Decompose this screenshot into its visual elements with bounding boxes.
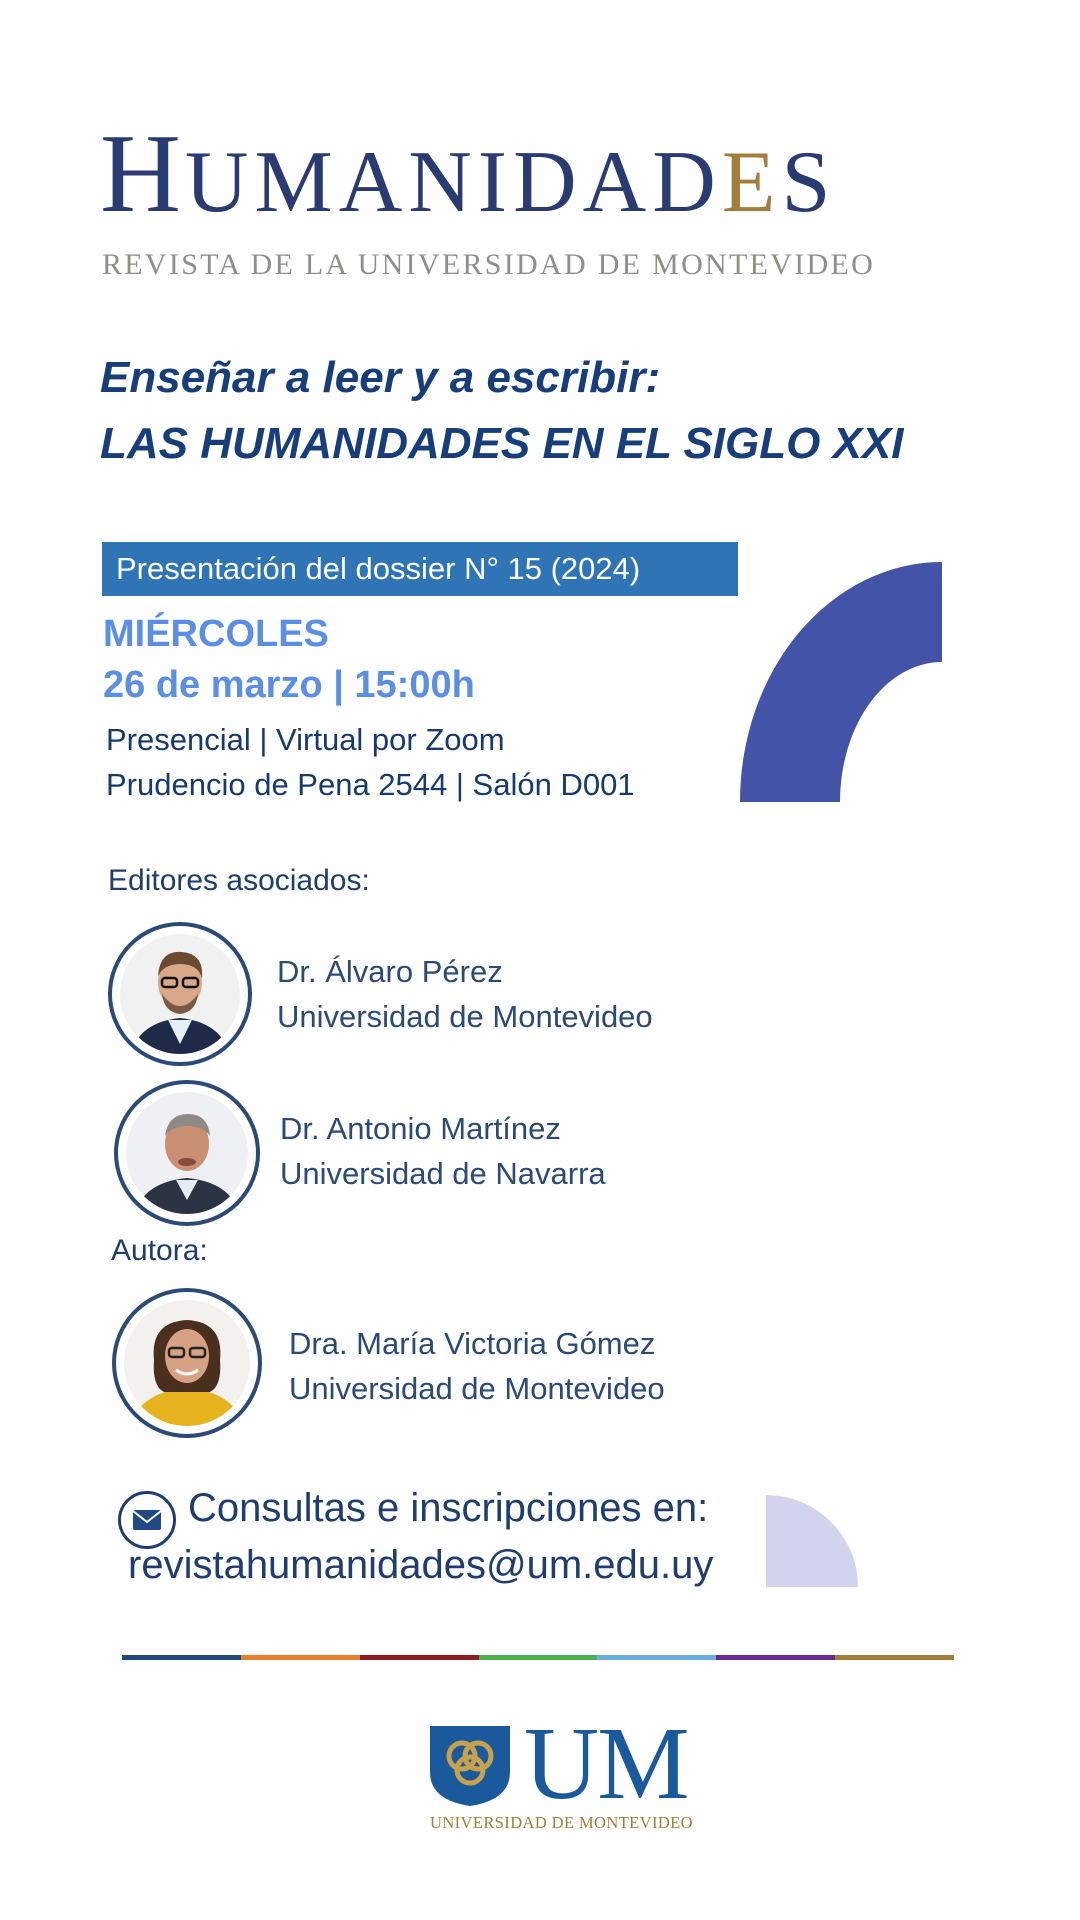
title-line-2: LAS HUMANIDADES EN EL SIGLO XXI <box>100 419 904 468</box>
contact-email-link[interactable]: revistahumanidades@um.edu.uy <box>128 1543 714 1587</box>
um-logo-letters: UM <box>524 1706 688 1821</box>
person-institution: Universidad de Montevideo <box>289 1371 665 1406</box>
event-datetime: 26 de marzo | 15:00h <box>103 664 475 706</box>
editors-label: Editores asociados: <box>108 864 370 897</box>
um-logo-subtitle: UNIVERSIDAD DE MONTEVIDEO <box>430 1813 693 1832</box>
contact-label: Consultas e inscripciones en: <box>188 1486 709 1530</box>
person-institution: Universidad de Navarra <box>280 1156 606 1191</box>
portrait-icon <box>126 1092 248 1214</box>
person-name: Dr. Antonio Martínez <box>280 1111 561 1146</box>
logo-end: S <box>781 134 837 231</box>
logo-subtitle: REVISTA DE LA UNIVERSIDAD DE MONTEVIDEO <box>102 248 876 281</box>
person-name: Dr. Álvaro Pérez <box>277 954 503 989</box>
portrait-icon <box>124 1300 250 1426</box>
event-title <box>100 345 1000 477</box>
decorative-arc <box>740 562 942 802</box>
title-line-1: Enseñar a leer y a escribir: <box>100 353 661 402</box>
decorative-quarter-circle <box>766 1495 858 1587</box>
mail-icon <box>118 1491 176 1549</box>
avatar-antonio-martinez <box>114 1080 260 1226</box>
person-name: Dra. María Victoria Gómez <box>289 1326 656 1361</box>
event-address: Prudencio de Pena 2544 | Salón D001 <box>106 767 635 802</box>
avatar-alvaro-perez <box>108 922 252 1066</box>
humanidades-logo <box>100 112 940 236</box>
logo-initial: H <box>100 112 185 236</box>
color-divider <box>122 1655 954 1660</box>
logo-middle: UMANIDAD <box>184 134 722 231</box>
dossier-band: Presentación del dossier N° 15 (2024) <box>102 542 738 596</box>
person-institution: Universidad de Montevideo <box>277 999 653 1034</box>
avatar-maria-victoria-gomez <box>112 1288 262 1438</box>
event-mode: Presencial | Virtual por Zoom <box>106 722 505 757</box>
um-crest-icon <box>430 1726 510 1806</box>
event-day: MIÉRCOLES <box>103 613 329 655</box>
portrait-icon <box>120 934 240 1054</box>
author-label: Autora: <box>111 1234 208 1267</box>
logo-accent-letter: E <box>721 134 782 231</box>
